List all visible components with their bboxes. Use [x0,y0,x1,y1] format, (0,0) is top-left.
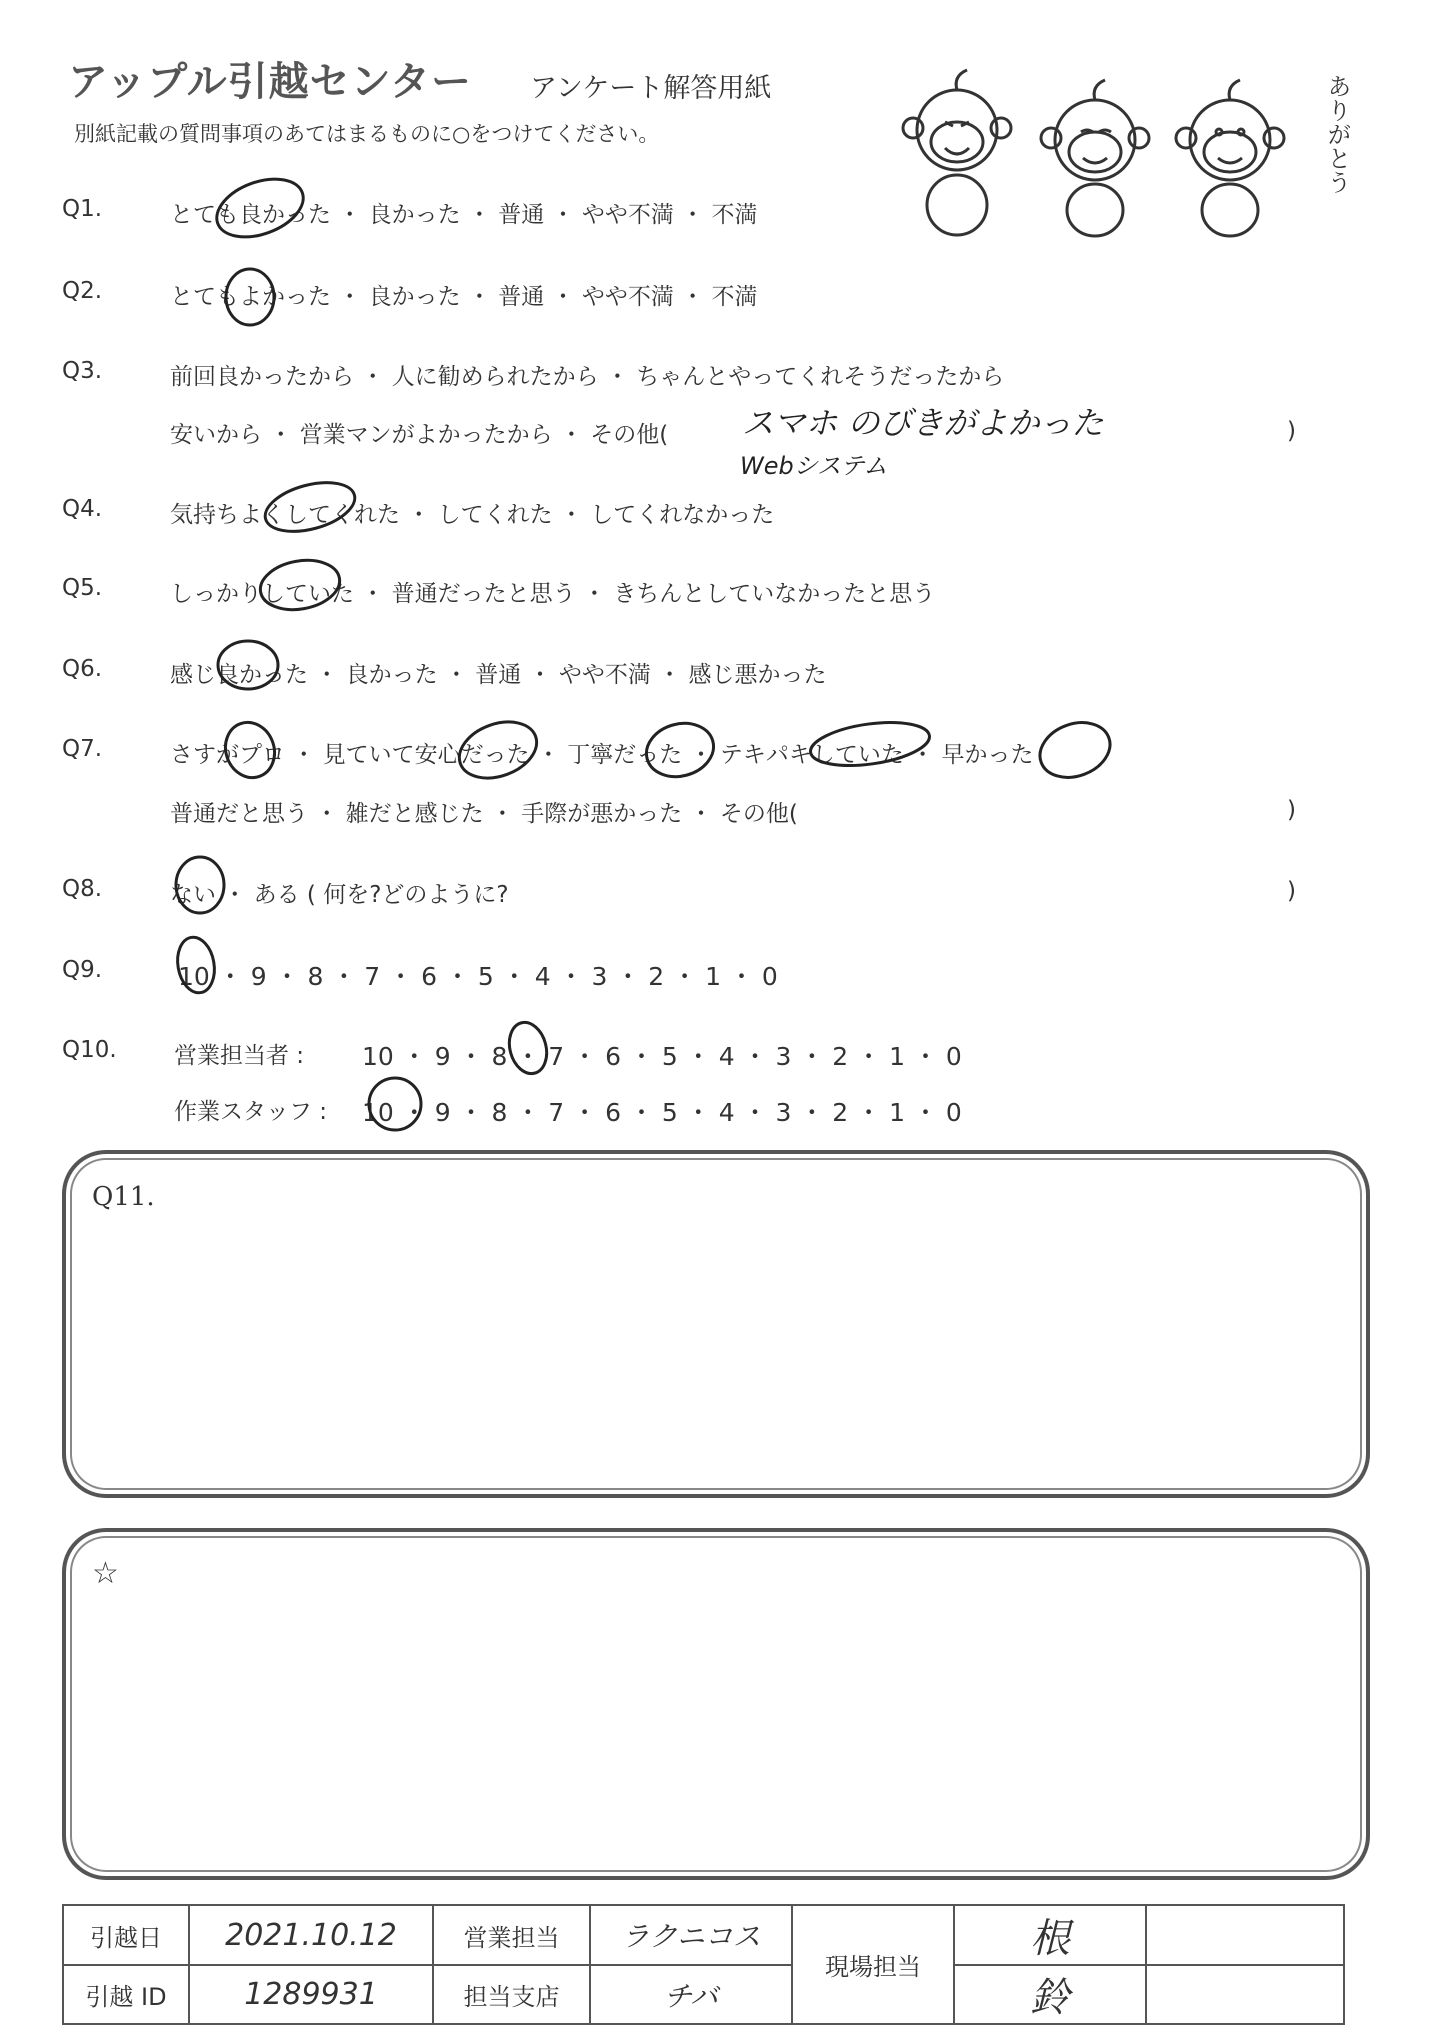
mascot-caption: ありがとう [1323,74,1351,194]
q2-label: Q2. [62,278,103,304]
sales-staff-value: ラクニコス [590,1905,792,1965]
q5-label: Q5. [62,575,103,601]
footer-info-table [62,1904,1345,2025]
q7-label: Q7. [62,736,103,762]
q10-label: Q10. [62,1037,117,1063]
q5-options[interactable]: しっかりしていた ・ 普通だったと思う ・ きちんとしていなかったと思う [170,581,936,607]
q3-close-paren: ) [1287,418,1296,444]
q7-options-row2[interactable]: 普通だと思う ・ 雑だと感じた ・ 手際が悪かった ・ その他( [170,801,798,827]
q7-options-row1[interactable]: さすがプロ ・ 見ていて安心だった ・ 丁寧だった ・ テキパキしていた ・ 早かった [170,742,1034,768]
footer-blank-cell-2 [1146,1965,1344,2024]
branch-value: チバ [590,1965,792,2024]
q9-circle-mark [168,930,228,1000]
moving-date-value: 2021.10.12 [189,1905,433,1965]
q3-options-row2[interactable]: 安いから ・ 営業マンがよかったから ・ その他( [170,422,669,448]
q2-circle-mark [215,262,285,332]
q3-handwritten-answer-2: Webシステム [740,452,888,480]
q9-scale[interactable]: 10 ・ 9 ・ 8 ・ 7 ・ 6 ・ 5 ・ 4 ・ 3 ・ 2 ・ 1 ・ 0 [178,962,778,991]
q10-staff-scale[interactable]: 10 ・ 9 ・ 8 ・ 7 ・ 6 ・ 5 ・ 4 ・ 3 ・ 2 ・ 1 ・ 0 [362,1098,962,1127]
q8-label: Q8. [62,876,103,902]
branch-label: 担当支店 [433,1965,590,2024]
q10-staff-label: 作業スタッフ : [174,1099,328,1125]
q11-comment-box[interactable] [62,1150,1370,1498]
q10-sales-label: 営業担当者 : [174,1043,305,1069]
free-comment-box[interactable] [62,1528,1370,1880]
moving-id-value: 1289931 [189,1965,433,2024]
mascot-illustration [895,60,1315,240]
q7-circle-marks [220,710,1220,790]
form-title: アップル引越センター [68,59,472,105]
q6-label: Q6. [62,656,103,682]
sales-staff-label: 営業担当 [433,1905,590,1965]
q10-staff-circle-mark [360,1068,430,1138]
q7-close-paren: ) [1287,797,1296,823]
form-subtitle: アンケート解答用紙 [530,73,772,104]
q10-sales-circle-mark [498,1012,558,1082]
q1-options[interactable]: とても良かった ・ 良かった ・ 普通 ・ やや不満 ・ 不満 [170,202,758,228]
q1-label: Q1. [62,196,103,222]
moving-id-label: 引越 ID [63,1965,189,2024]
q11-label: Q11. [92,1182,155,1212]
moving-date-label: 引越日 [63,1905,189,1965]
site-staff-label: 現場担当 [792,1905,954,2024]
star-label: ☆ [92,1556,119,1591]
site-staff-value-2: 鈴 [954,1965,1146,2024]
footer-blank-cell-1 [1146,1905,1344,1965]
q9-label: Q9. [62,957,103,983]
q1-circle-mark [205,168,315,248]
q6-options[interactable]: 感じ良かった ・ 良かった ・ 普通 ・ やや不満 ・ 感じ悪かった [170,662,827,688]
q3-options-row1[interactable]: 前回良かったから ・ 人に勧められたから ・ ちゃんとやってくれそうだったから [170,364,1005,390]
q10-sales-scale[interactable]: 10 ・ 9 ・ 8 ・ 7 ・ 6 ・ 5 ・ 4 ・ 3 ・ 2 ・ 1 ・ 0 [362,1042,962,1071]
q6-circle-mark [208,630,288,700]
q4-options[interactable]: 気持ちよくしてくれた ・ してくれた ・ してくれなかった [170,502,775,528]
q4-label: Q4. [62,496,103,522]
q8-circle-mark [165,850,235,920]
q8-options[interactable]: ない ・ ある ( 何を?どのように? [170,882,509,908]
q3-handwritten-answer: スマホ のびきがよかった [742,404,1104,442]
q5-circle-mark [250,550,350,620]
q2-options[interactable]: とてもよかった ・ 良かった ・ 普通 ・ やや不満 ・ 不満 [170,284,758,310]
q8-close-paren: ) [1287,878,1296,904]
q4-circle-mark [255,472,365,542]
instruction-text: 別紙記載の質問事項のあてはまるものに○をつけてください。 [74,122,660,146]
site-staff-value-1: 根 [954,1905,1146,1965]
q3-label: Q3. [62,358,103,384]
